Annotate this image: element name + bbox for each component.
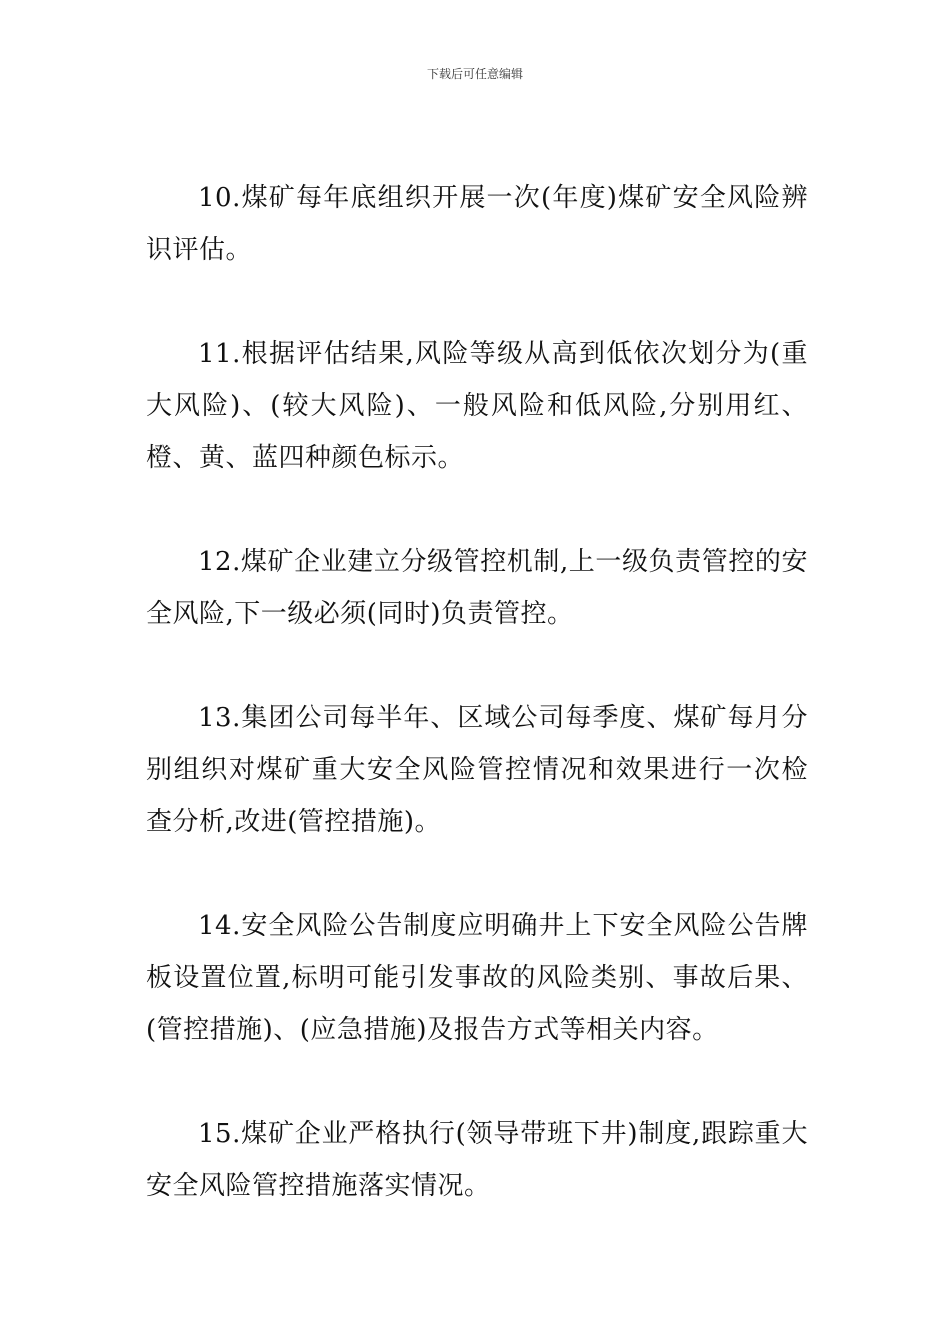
page-header: 下载后可任意编辑 [426,67,523,81]
paragraph-12: 12.煤矿企业建立分级管控机制,上一级负责管控的安全风险,下一级必须(同时)负责管控。 [146,547,808,629]
paragraph-11: 11.根据评估结果,风险等级从高到低依次划分为(重大风险)、(较大风险)、一般风险和低风险,分别用红、橙、黄、蓝四种颜色标示。 [146,339,808,473]
document-body [146,172,808,1264]
paragraph-15: 15.煤矿企业严格执行(领导带班下井)制度,跟踪重大安全风险管控措施落实情况。 [146,1119,808,1201]
paragraph-14: 14.安全风险公告制度应明确井上下安全风险公告牌板设置位置,标明可能引发事故的风险类别、事故后果、(管控措施)、(应急措施)及报告方式等相关内容。 [146,911,808,1045]
paragraph-13: 13.集团公司每半年、区域公司每季度、煤矿每月分别组织对煤矿重大安全风险管控情况和效果进行一次检查分析,改进(管控措施)。 [146,703,808,837]
paragraph-10: 10.煤矿每年底组织开展一次(年度)煤矿安全风险辨识评估。 [146,183,808,265]
